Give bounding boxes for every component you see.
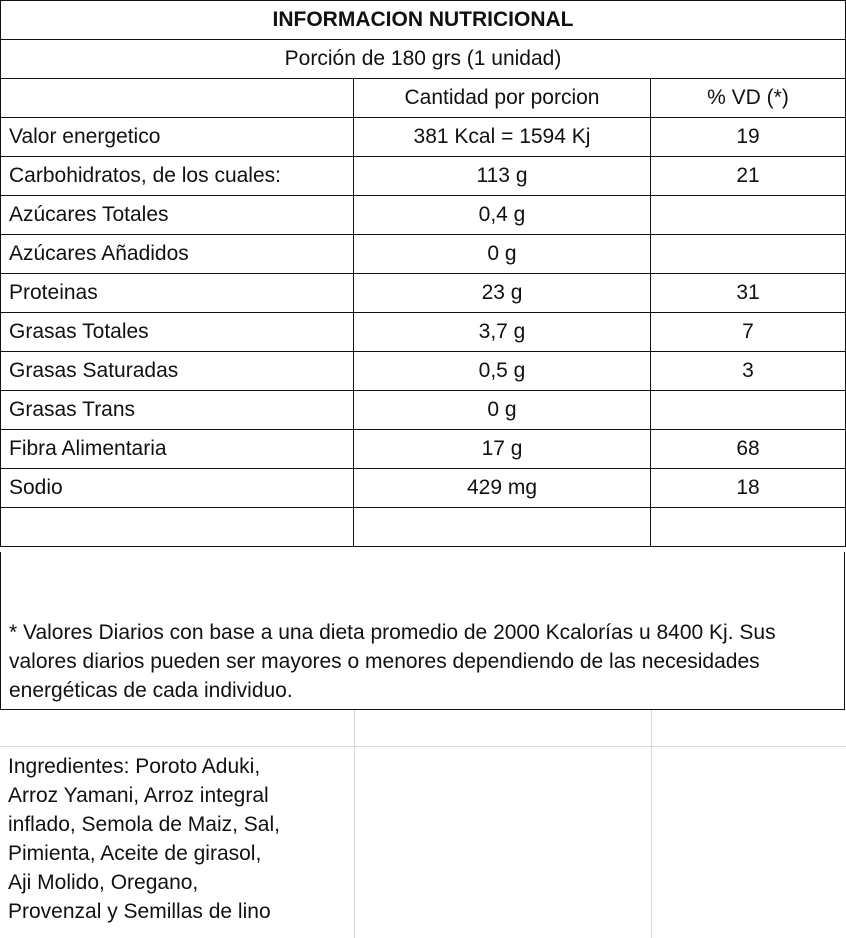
nutrient-name[interactable]: Azúcares Añadidos [1, 235, 354, 274]
grid-divider [651, 710, 652, 938]
nutrient-vd[interactable] [651, 235, 846, 274]
nutrient-name[interactable]: Proteinas [1, 274, 354, 313]
header-quantity[interactable]: Cantidad por porcion [354, 79, 651, 118]
nutrient-vd[interactable]: 31 [651, 274, 846, 313]
nutrient-vd[interactable]: 7 [651, 313, 846, 352]
nutrient-name[interactable]: Sodio [1, 469, 354, 508]
nutrient-vd[interactable]: 19 [651, 118, 846, 157]
empty-cell[interactable] [1, 508, 354, 547]
nutrient-quantity[interactable]: 0 g [354, 391, 651, 430]
table-row [1, 313, 846, 352]
nutrient-quantity[interactable]: 0 g [354, 235, 651, 274]
table-row [1, 430, 846, 469]
nutrient-name[interactable]: Grasas Totales [1, 313, 354, 352]
nutrient-quantity[interactable]: 23 g [354, 274, 651, 313]
nutrient-vd[interactable] [651, 391, 846, 430]
table-row [1, 469, 846, 508]
header-blank-cell[interactable] [1, 79, 354, 118]
header-vd[interactable]: % VD (*) [651, 79, 846, 118]
nutrient-quantity[interactable]: 429 mg [354, 469, 651, 508]
table-row [1, 391, 846, 430]
nutrient-quantity[interactable]: 17 g [354, 430, 651, 469]
nutrient-name[interactable]: Valor energetico [1, 118, 354, 157]
nutrient-name[interactable]: Fibra Alimentaria [1, 430, 354, 469]
footnote-text: * Valores Diarios con base a una dieta promedio de 2000 Kcalorías u 8400 Kj. Sus valores diarios pueden ser mayores o menores dependiendo de las necesidades energéticas de cada individuo. [9, 621, 776, 702]
nutrient-vd[interactable]: 18 [651, 469, 846, 508]
portion-size[interactable]: Porción de 180 grs (1 unidad) [1, 40, 846, 79]
table-row [1, 196, 846, 235]
table-row [1, 157, 846, 196]
grid-divider [354, 710, 355, 938]
grid-row[interactable] [0, 710, 846, 747]
table-row [1, 274, 846, 313]
table-row [1, 352, 846, 391]
nutrient-quantity[interactable]: 3,7 g [354, 313, 651, 352]
nutrient-vd[interactable]: 68 [651, 430, 846, 469]
ingredients-text[interactable]: Ingredientes: Poroto Aduki, Arroz Yamani, Arroz integral inflado, Semola de Maiz, Sal, Pimienta, Aceite de girasol, Aji Molido, Oregano, Provenzal y Semillas de lino [8, 755, 280, 923]
table-row [1, 235, 846, 274]
nutrient-quantity[interactable]: 113 g [354, 157, 651, 196]
nutrient-name[interactable]: Grasas Trans [1, 391, 354, 430]
empty-cell[interactable] [354, 508, 651, 547]
footnote-cell[interactable] [0, 552, 845, 710]
nutrient-vd[interactable] [651, 196, 846, 235]
nutrient-name[interactable]: Azúcares Totales [1, 196, 354, 235]
nutrient-quantity[interactable]: 0,5 g [354, 352, 651, 391]
nutrient-quantity[interactable]: 0,4 g [354, 196, 651, 235]
table-title[interactable]: INFORMACION NUTRICIONAL [1, 1, 846, 40]
empty-cell[interactable] [651, 508, 846, 547]
nutrient-name[interactable]: Grasas Saturadas [1, 352, 354, 391]
nutrient-name[interactable]: Carbohidratos, de los cuales: [1, 157, 354, 196]
table-row [1, 118, 846, 157]
nutrient-quantity[interactable]: 381 Kcal = 1594 Kj [354, 118, 651, 157]
nutrient-vd[interactable]: 3 [651, 352, 846, 391]
nutrient-vd[interactable]: 21 [651, 157, 846, 196]
